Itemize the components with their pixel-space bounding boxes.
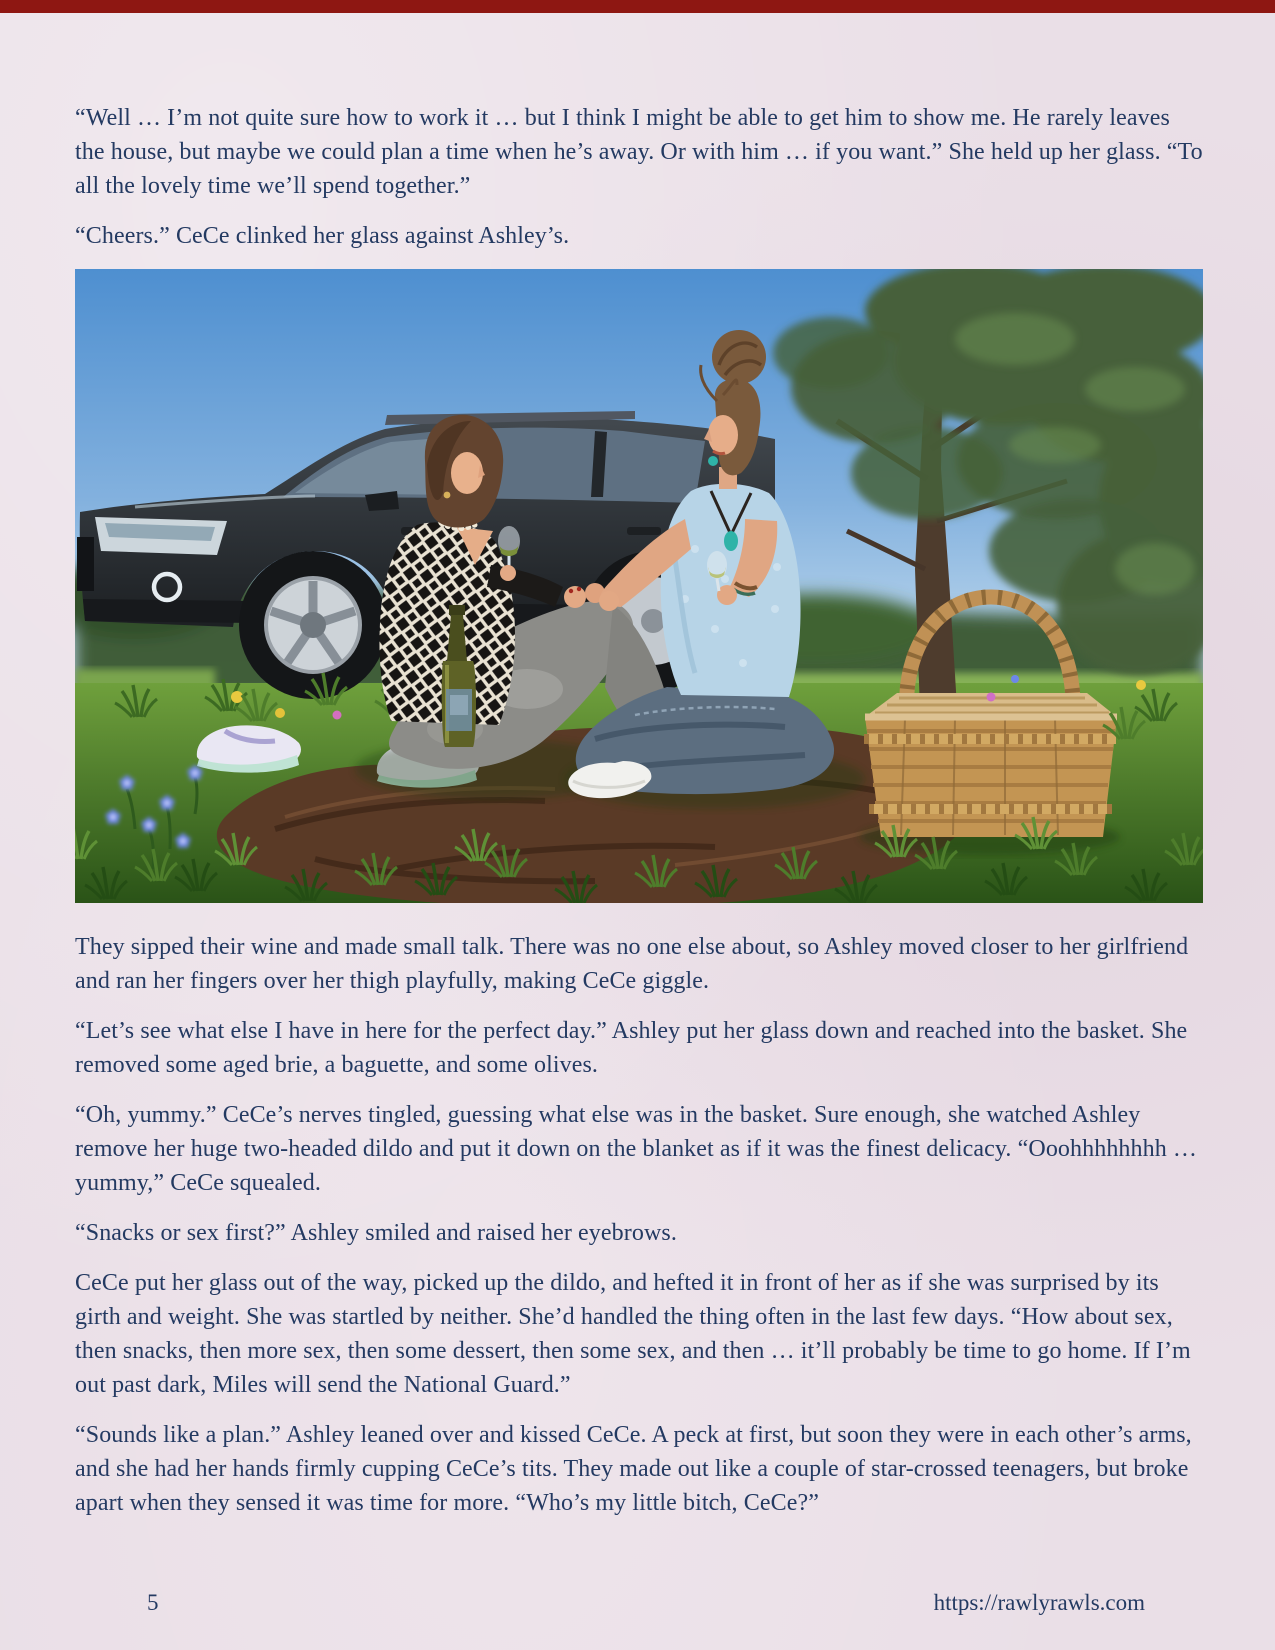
paragraph: “Well … I’m not quite sure how to work it … but I think I might be able to get him to show me. He rarely leaves the house, but maybe we could plan a time when he’s away. Or with him … if you want.” She held up her glass. “To all the lovely time we’ll spend together.” <box>75 105 1203 199</box>
paragraph: “Oh, yummy.” CeCe’s nerves tingled, guessing what else was in the basket. Sure enough, she watched Ashley remove her huge two-headed dildo and put it down on the blanket as if it was the finest delicacy. “Ooohhhhhhhh … yummy,” CeCe squealed. <box>75 1102 1198 1196</box>
page-footer <box>75 1586 1203 1620</box>
paragraph: They sipped their wine and made small talk. There was no one else about, so Ashley moved closer to her girlfriend and ran her fingers over her thigh playfully, making CeCe giggle. <box>75 934 1189 994</box>
paragraph: “Snacks or sex first?” Ashley smiled and raised her eyebrows. <box>75 1220 677 1246</box>
front-wheel <box>239 551 387 699</box>
paragraph: “Let’s see what else I have in here for the perfect day.” Ashley put her glass down and reached into the basket. She removed some aged brie, a baguette, and some olives. <box>75 1018 1188 1078</box>
page-number: 5 <box>147 1590 159 1615</box>
paragraph: “Sounds like a plan.” Ashley leaned over and kissed CeCe. A peck at first, but soon they were in each other’s arms, and she had her hands firmly cupping CeCe’s tits. They made out like a couple of star-crossed teenagers, but broke apart when they sensed it was time for more. “Who’s my little bitch, CeCe?” <box>75 1422 1192 1516</box>
top-accent-bar <box>0 0 1275 13</box>
paragraph: “Cheers.” CeCe clinked her glass against Ashley’s. <box>75 223 570 249</box>
picnic-illustration <box>75 269 1203 903</box>
paragraph: CeCe put her glass out of the way, picked up the dildo, and hefted it in front of her as if she was surprised by its girth and weight. She was startled by neither. She’d handled the thing often in the last few days. “How about sex, then snacks, then more sex, then some dessert, then some sex, and then … it’ll probably be time to go home. If I’m out past dark, Miles will send the National Guard.” <box>75 1270 1191 1398</box>
story-content <box>75 101 1203 1536</box>
site-link[interactable]: https://rawlyrawls.com <box>933 1590 1145 1615</box>
